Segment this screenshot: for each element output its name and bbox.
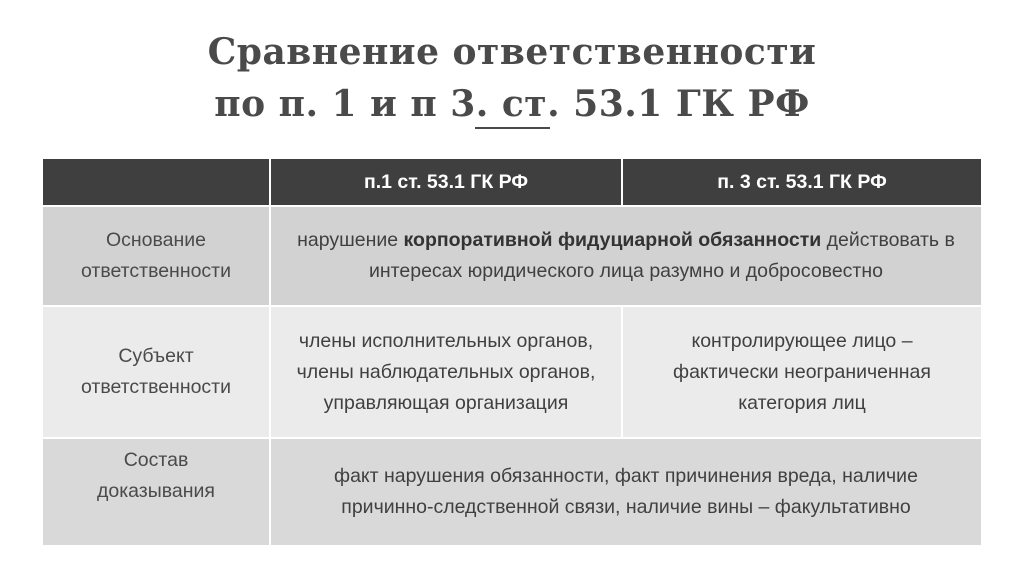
subject-p3-cell — [622, 306, 981, 438]
title-line-1: Сравнение ответственности — [207, 31, 817, 73]
row-label-proof-text: Состав доказывания — [97, 449, 215, 502]
row-label-subject — [43, 306, 270, 438]
comparison-table — [43, 159, 981, 545]
header-empty-cell — [43, 159, 270, 206]
subject-p1-text: члены исполнительных органов, члены наблюдательных органов, управляющая организация — [296, 329, 596, 414]
table-header-row — [43, 159, 981, 206]
basis-text-bold: корпоративной фидуциарной обязанности — [403, 229, 822, 251]
table-row-proof — [43, 438, 981, 545]
row-label-basis — [43, 206, 270, 306]
basis-text-pre: нарушение — [297, 229, 404, 251]
title-underline — [475, 127, 550, 129]
header-p1: п.1 ст. 53.1 ГК РФ — [270, 159, 622, 206]
row-label-proof — [43, 438, 270, 545]
header-p3: п. 3 ст. 53.1 ГК РФ — [622, 159, 981, 206]
row-label-subject-text: Субъект ответственности — [80, 345, 232, 398]
proof-merged-cell — [270, 438, 981, 545]
title-line-2: по п. 1 и п 3. ст. 53.1 ГК РФ — [214, 83, 810, 125]
row-label-basis-text: Основание ответственности — [80, 229, 232, 282]
subject-p1-cell — [270, 306, 622, 438]
table-row-basis — [43, 206, 981, 306]
subject-p3-text: контролирующее лицо – фактически неограниченная категория лиц — [673, 329, 931, 414]
table-row-subject — [43, 306, 981, 438]
basis-text-post: действовать в интересах юридического лица разумно и добросовестно — [369, 229, 955, 282]
proof-text: факт нарушения обязанности, факт причинения вреда, наличие причинно-следственной связи, наличие вины – факультативно — [334, 465, 918, 518]
basis-merged-cell — [270, 206, 981, 306]
slide-title — [0, 26, 1024, 130]
